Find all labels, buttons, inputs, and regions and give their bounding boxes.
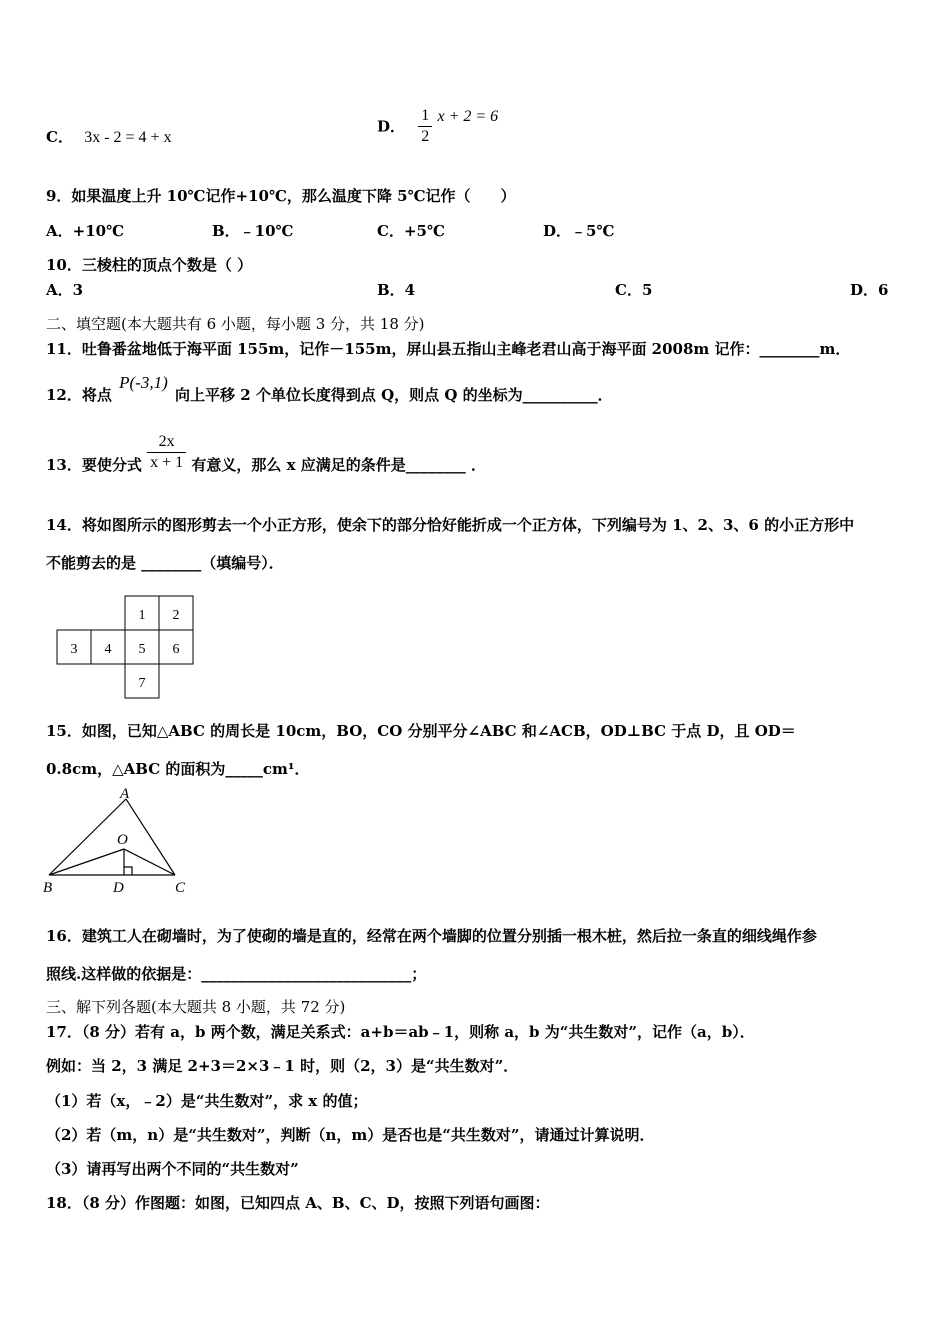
question-11: 11．吐鲁番盆地低于海平面 155m，记作－155m，屏山县五指山主峰老君山高于海平面 2008m 记作：________m． [46,340,851,358]
q8-option-d [377,106,498,147]
cell-label: 7 [138,676,146,691]
question-13-text: 13．要使分式 [46,455,142,474]
cell-label: 1 [138,608,146,623]
vertex-label-a: A [120,786,130,802]
question-17-part-3: （3）请再写出两个不同的“共生数对” [46,1160,299,1178]
fraction-denominator: 2 [421,128,430,145]
q10-option-d: D．6 [850,281,889,299]
question-9: 9．如果温度上升 10℃记作+10℃，那么温度下降 5℃记作（ ） [46,187,516,205]
question-12 [46,373,613,405]
q10-option-a: A．3 [46,281,84,299]
question-18: 18．（8 分）作图题：如图，已知四点 A、B、C、D，按照下列语句画图： [46,1194,550,1212]
vertex-label-b: B [43,880,53,896]
equation: x + 2 = 6 [437,107,499,125]
question-17-part-1: （1）若（x，﹣2）是“共生数对”，求 x 的值； [46,1092,368,1110]
question-14-line-2: 不能剪去的是 ________（填编号）． [46,554,284,572]
fraction-numerator: 1 [418,106,432,127]
question-14-line-1: 14．将如图所示的图形剪去一个小正方形，使余下的部分恰好能折成一个正方体，下列编号为 1、2、3、6 的小正方形中 [46,516,855,534]
question-16-line-1: 16．建筑工人在砌墙时，为了使砌的墙是直的，经常在两个墙脚的位置分别插一根木桩，然后拉一条直的细线绳作参 [46,927,817,945]
question-16-line-2: 照线.这样做的依据是：____________________________； [46,965,427,983]
point-p: P(-3,1) [119,373,168,392]
q10-option-c: C．5 [615,281,653,299]
q9-option-d: D．﹣5℃ [543,222,615,240]
cell-label: 5 [138,642,146,657]
question-17-example: 例如：当 2，3 满足 2+3＝2×3﹣1 时，则（2，3）是“共生数对”． [46,1057,519,1075]
q9-option-b: B．﹣10℃ [212,222,294,240]
cell-label: 6 [172,642,180,657]
point-label-d: D [113,880,124,896]
fraction-denominator: x + 1 [150,454,184,471]
section-2-heading: 二、填空题(本大题共有 6 小题，每小题 3 分，共 18 分) [46,315,425,333]
fraction [418,106,432,147]
cell-label: 3 [70,642,78,657]
question-17-part-2: （2）若（m，n）是“共生数对”，判断（n，m）是否也是“共生数对”，请通过计算说明． [46,1126,655,1144]
section-3-heading: 三、解下列各题(本大题共 8 小题，共 72 分) [46,998,346,1016]
question-15-line-1: 15．如图，已知△ABC 的周长是 10cm，BO，CO 分别平分∠ABC 和∠ACB，OD⊥BC 于点 D，且 OD＝ [46,722,796,740]
option-label: C． [46,128,73,146]
question-13-text: 有意义，那么 x 应满足的条件是________ ． [191,455,486,474]
fraction-numerator: 2x [147,432,186,453]
question-12-text: 向上平移 2 个单位长度得到点 Q，则点 Q 的坐标为__________． [174,386,613,404]
question-13 [46,432,486,473]
triangle-figure [40,785,200,900]
point-label-o: O [117,832,128,848]
cube-net-figure [55,595,197,701]
fraction [147,432,186,473]
q9-option-c: C．+5℃ [377,222,445,240]
question-10: 10．三棱柱的顶点个数是（ ） [46,256,253,274]
question-17-line-1: 17．（8 分）若有 a，b 两个数，满足关系式：a+b＝ab﹣1，则称 a，b 为“共生数对”，记作（a，b）． [46,1023,755,1041]
equation: 3x - 2 = 4 + x [84,129,172,146]
question-12-text: 12．将点 [46,386,112,404]
cell-label: 2 [172,608,180,623]
q8-option-c [46,127,172,148]
vertex-label-c: C [175,880,186,896]
q10-option-b: B．4 [377,281,416,299]
q9-option-a: A．+10℃ [46,222,125,240]
option-label: D． [377,117,406,136]
cell-label: 4 [104,642,112,657]
question-15-line-2: 0.8cm，△ABC 的面积为_____cm¹． [46,760,310,778]
